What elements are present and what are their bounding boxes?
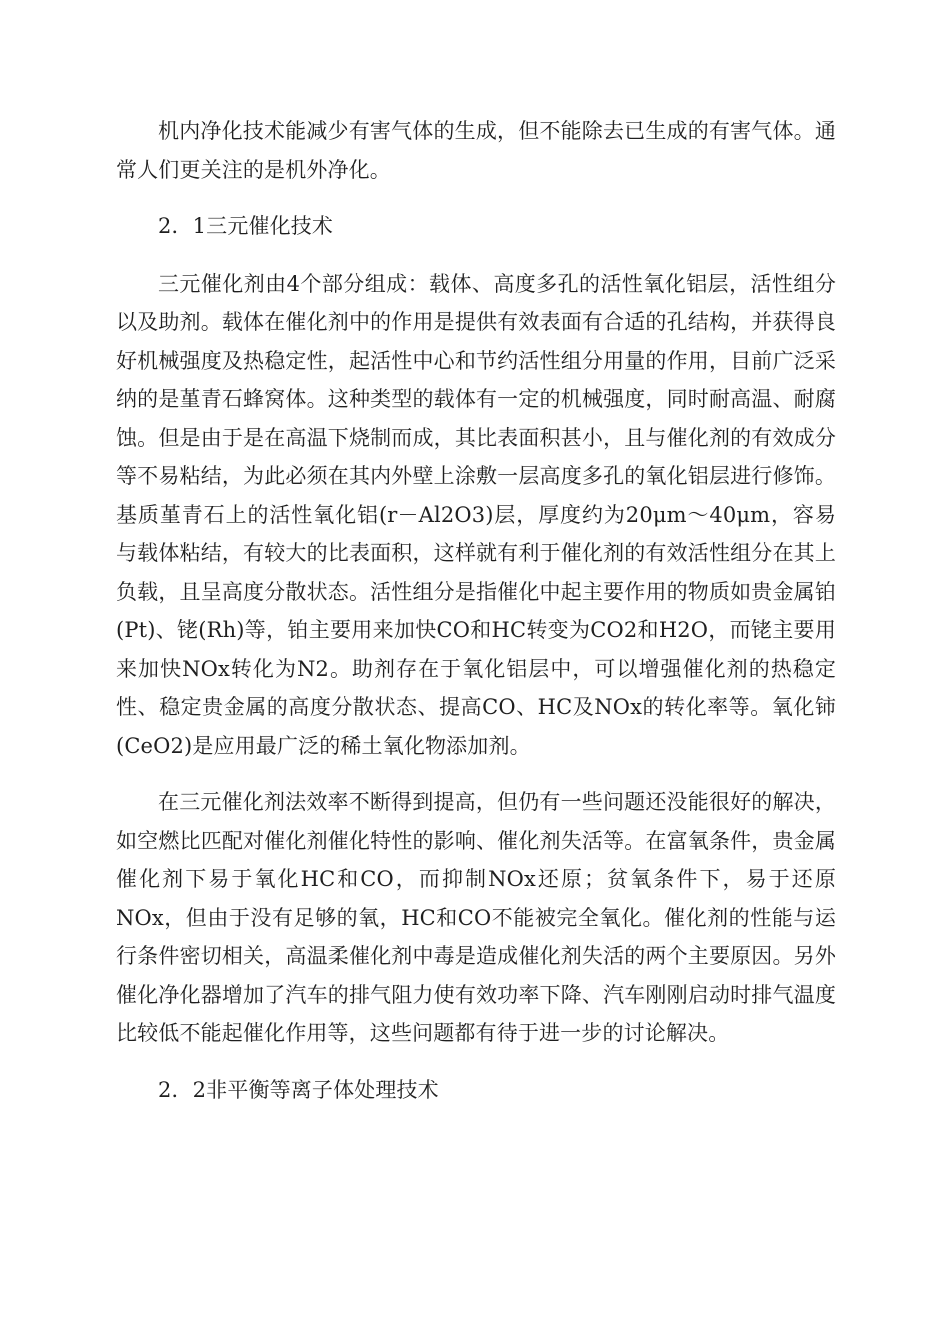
section-heading-three-way-catalysis: 2．1三元催化技术 [158, 214, 334, 238]
section-heading-plasma-treatment: 2．2非平衡等离子体处理技术 [158, 1077, 439, 1102]
paragraph-catalyst-problems: 在三元催化剂法效率不断得到提高，但仍有一些问题还没能很好的解决，如空燃比匹配对催化剂催化特性的影响、催化剂失活等。在富氧条件，贵金属催化剂下易于氧化HC和CO，而抑制NOx还原；贫氧条件下，易于还原NOx，但由于没有足够的氧，HC和CO不能被完全氧化。催化剂的性能与运行条件密切相关，高温柔催化剂中毒是造成催化剂失活的两个主要原因。另外催化净化器增加了汽车的排气阻力使有效功率下降、汽车刚刚启动时排气温度比较低不能起催化作用等，这些问题都有待于进一步的讨论解决。 [116, 790, 836, 1045]
document-body [116, 112, 836, 1128]
paragraph-catalyst-composition: 三元催化剂由4个部分组成：载体、高度多孔的活性氧化铝层，活性组分以及助剂。载体在催化剂中的作用是提供有效表面有合适的孔结构，并获得良好机械强度及热稳定性，起活性中心和节约活性组分用量的作用，目前广泛采纳的是堇青石蜂窝体。这种类型的载体有一定的机械强度，同时耐高温、耐腐蚀。但是由于是在高温下烧制而成，其比表面积甚小，且与催化剂的有效成分等不易粘结，为此必须在其内外壁上涂敷一层高度多孔的氧化铝层进行修饰。基质堇青石上的活性氧化铝(r－Al2O3)层，厚度约为20μm～40μm，容易与载体粘结，有较大的比表面积，这样就有利于催化剂的有效活性组分在其上负载，且呈高度分散状态。活性组分是指催化中起主要作用的物质如贵金属铂(Pt)、铑(Rh)等，铂主要用来加快CO和HC转变为CO2和H2O，而铑主要用来加快NOx转化为N2。助剂存在于氧化铝层中，可以增强催化剂的热稳定性、稳定贵金属的高度分散状态、提高CO、HC及NOx的转化率等。氧化铈(CeO2)是应用最广泛的稀土氧化物添加剂。 [116, 271, 836, 758]
paragraph-intro: 机内净化技术能减少有害气体的生成，但不能除去已生成的有害气体。通常人们更关注的是机外净化。 [116, 119, 836, 182]
